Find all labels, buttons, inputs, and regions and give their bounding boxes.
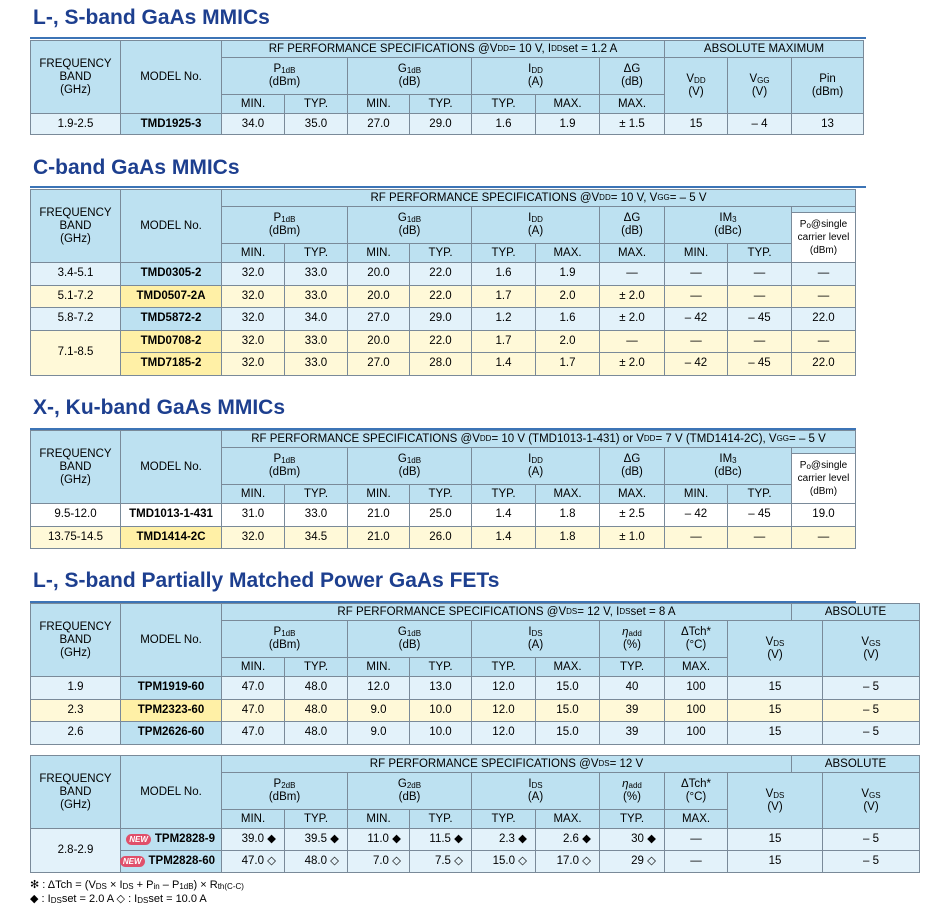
value-cell: 29.0 — [410, 114, 472, 135]
value-cell: 1.8 — [536, 527, 600, 550]
sub-header: MAX. — [536, 95, 600, 114]
value-cell: 48.0 ◇ — [285, 851, 348, 873]
value-cell: — — [665, 263, 728, 286]
col-header-g1db: $G_{1dB}$ (dB) — [348, 207, 472, 244]
col-header-delta-tch: ΔTch* (°C) — [665, 621, 728, 658]
section-title-xku-mmic: X-, Ku-band GaAs MMICs — [33, 396, 286, 419]
col-header-model: MODEL No. — [121, 755, 222, 829]
sub-header: TYP. — [410, 95, 472, 114]
col-header-idd: $I_{DD}$ (A) — [472, 207, 600, 244]
value-cell: 15.0 — [536, 677, 600, 700]
value-cell: 100 — [665, 722, 728, 745]
value-cell: 1.9 — [536, 114, 600, 135]
value-cell: — — [665, 331, 728, 354]
value-cell: 47.0 — [222, 700, 285, 723]
sub-header: MIN. — [348, 244, 410, 263]
value-cell: 1.6 — [472, 114, 536, 135]
sub-header: MIN. — [222, 485, 285, 504]
sub-header: MAX. — [600, 95, 665, 114]
value-cell: 32.0 — [222, 263, 285, 286]
value-cell: 48.0 — [285, 700, 348, 723]
sub-header: MIN. — [348, 485, 410, 504]
freq-cell: 13.75-14.5 — [30, 527, 121, 550]
value-cell: — — [665, 851, 728, 873]
sub-header: MAX. — [600, 485, 665, 504]
sub-header: MIN. — [222, 244, 285, 263]
value-cell: 32.0 — [222, 286, 285, 309]
value-cell: – 4 — [728, 114, 792, 135]
value-cell: 7.0 ◇ — [348, 851, 410, 873]
value-cell: 48.0 — [285, 722, 348, 745]
value-cell: 22.0 — [792, 308, 856, 331]
col-header-idd: $I_{DD}$ (A) — [472, 58, 600, 95]
value-cell: 21.0 — [348, 527, 410, 550]
value-cell: 1.4 — [472, 527, 536, 550]
value-cell: 34.0 — [222, 114, 285, 135]
value-cell: 15 — [728, 677, 823, 700]
sub-header: MAX. — [600, 244, 665, 263]
value-cell: 2.0 — [536, 331, 600, 354]
new-badge: NEW — [126, 834, 151, 845]
model-name: TPM2323-60 — [137, 703, 205, 716]
value-cell: 12.0 — [472, 700, 536, 723]
col-header-pout: $P_{1dB}$ (dBm) — [222, 621, 348, 658]
value-cell: 47.0 ◇ — [222, 851, 285, 873]
value-cell: 22.0 — [792, 353, 856, 376]
value-cell: 2.3 ◆ — [472, 829, 536, 851]
value-cell: 9.0 — [348, 722, 410, 745]
sub-header: TYP. — [472, 810, 536, 829]
col-header-po: $P_o@single$ carrier level (dBm) — [792, 213, 856, 263]
col-header-g1db: $G_{1dB}$ (dB) — [348, 448, 472, 485]
sub-header: MIN. — [222, 95, 285, 114]
model-cell — [121, 829, 222, 851]
value-cell: 15.0 — [536, 700, 600, 723]
value-cell: – 45 — [728, 308, 792, 331]
value-cell: 2.6 ◆ — [536, 829, 600, 851]
value-cell: — — [665, 829, 728, 851]
value-cell: 35.0 — [285, 114, 348, 135]
value-cell: 1.2 — [472, 308, 536, 331]
model-cell: TMD0305-2 — [121, 263, 222, 286]
freq-cell: 2.3 — [30, 700, 121, 723]
sub-header: TYP. — [285, 485, 348, 504]
col-header-delta-tch: ΔTch* (°C) — [665, 773, 728, 810]
value-cell: 20.0 — [348, 286, 410, 309]
sub-header: MIN. — [348, 810, 410, 829]
value-cell: — — [600, 263, 665, 286]
section-rule — [30, 37, 866, 39]
col-header-im3: $IM_3$ (dBc) — [665, 207, 792, 244]
col-header-p1db: $P_{1dB}$ (dBm) — [222, 207, 348, 244]
value-cell: 48.0 — [285, 677, 348, 700]
value-cell: 33.0 — [285, 263, 348, 286]
section-title-c-mmic: C-band GaAs MMICs — [33, 156, 240, 179]
value-cell: 1.7 — [472, 286, 536, 309]
value-cell: 27.0 — [348, 308, 410, 331]
col-header-pout: $P_{2dB}$ (dBm) — [222, 773, 348, 810]
value-cell: 34.0 — [285, 308, 348, 331]
sub-header: TYP. — [410, 244, 472, 263]
col-header-model: MODEL No. — [121, 430, 222, 504]
col-header-eta-add: $\eta_{add}$ (%) — [600, 621, 665, 658]
col-header-vgs: $V_{GS}$ (V) — [823, 773, 920, 829]
value-cell: – 5 — [823, 722, 920, 745]
rf-spec-header: RF PERFORMANCE SPECIFICATIONS @V DS = 12 V, I DS set = 8 A — [222, 603, 792, 621]
model-name: TPM2828-9 — [154, 833, 215, 845]
value-cell: 11.0 ◆ — [348, 829, 410, 851]
value-cell: 40 — [600, 677, 665, 700]
sub-header: MAX. — [665, 658, 728, 677]
value-cell: – 45 — [728, 353, 792, 376]
model-cell — [121, 851, 222, 873]
value-cell: 15 — [728, 851, 823, 873]
new-badge: NEW — [120, 856, 145, 867]
freq-cell: 1.9 — [30, 677, 121, 700]
freq-cell: 2.8-2.9 — [30, 829, 121, 873]
sub-header: TYP. — [285, 810, 348, 829]
value-cell: 15 — [728, 829, 823, 851]
sub-header: TYP. — [472, 95, 536, 114]
col-header-gain: $G_{2dB}$ (dB) — [348, 773, 472, 810]
model-cell: TMD0708-2 — [121, 331, 222, 354]
value-cell: 19.0 — [792, 504, 856, 527]
value-cell: 20.0 — [348, 263, 410, 286]
col-header-frequency: FREQUENCY BAND (GHz) — [30, 430, 121, 504]
sub-header: TYP. — [410, 810, 472, 829]
sub-header: TYP. — [472, 244, 536, 263]
col-header-ids: $I_{DS}$ (A) — [472, 621, 600, 658]
model-name: TPM2828-60 — [148, 855, 215, 867]
value-cell: 27.0 — [348, 114, 410, 135]
sub-header: MAX. — [665, 810, 728, 829]
model-cell: TMD1925-3 — [121, 114, 222, 135]
value-cell: 32.0 — [222, 353, 285, 376]
value-cell: 20.0 — [348, 331, 410, 354]
value-cell: 32.0 — [222, 308, 285, 331]
col-header-g1db: $G_{1dB}$ (dB) — [348, 58, 472, 95]
value-cell: 27.0 — [348, 353, 410, 376]
value-cell: 33.0 — [285, 286, 348, 309]
model-cell: TMD1414-2C — [121, 527, 222, 550]
value-cell: – 5 — [823, 829, 920, 851]
freq-cell: 9.5-12.0 — [30, 504, 121, 527]
rf-spec-header: RF PERFORMANCE SPECIFICATIONS @V DD = 10 V, V GG = – 5 V — [222, 189, 856, 207]
value-cell: 1.7 — [472, 331, 536, 354]
sub-header: TYP. — [728, 485, 792, 504]
value-cell: – 42 — [665, 504, 728, 527]
value-cell: 11.5 ◆ — [410, 829, 472, 851]
value-cell: 47.0 — [222, 722, 285, 745]
value-cell: ± 1.0 — [600, 527, 665, 550]
model-cell: TMD7185-2 — [121, 353, 222, 376]
value-cell: ± 1.5 — [600, 114, 665, 135]
value-cell: ± 2.0 — [600, 308, 665, 331]
col-header-model: MODEL No. — [121, 40, 222, 114]
value-cell: 32.0 — [222, 527, 285, 550]
freq-cell: 1.9-2.5 — [30, 114, 121, 135]
col-header-po: $P_o@single$ carrier level (dBm) — [792, 454, 856, 504]
value-cell: — — [728, 331, 792, 354]
value-cell: – 45 — [728, 504, 792, 527]
value-cell: 1.4 — [472, 504, 536, 527]
value-cell: 29.0 — [410, 308, 472, 331]
sub-header: TYP. — [410, 658, 472, 677]
col-header-vds: $V_{DS}$ (V) — [728, 773, 823, 829]
sub-header: TYP. — [728, 244, 792, 263]
value-cell: 31.0 — [222, 504, 285, 527]
col-header-idd: $I_{DD}$ (A) — [472, 448, 600, 485]
col-header-gain: $G_{1dB}$ (dB) — [348, 621, 472, 658]
col-header-delta-g: ΔG (dB) — [600, 207, 665, 244]
col-header-vgs: $V_{GS}$ (V) — [823, 621, 920, 677]
value-cell: 47.0 — [222, 677, 285, 700]
sub-header: MIN. — [348, 95, 410, 114]
value-cell: 39.5 ◆ — [285, 829, 348, 851]
col-header-vgg: $V_{GG}$ (V) — [728, 58, 792, 114]
abs-max-header: ABSOLUTE MAXIMUM — [665, 40, 864, 58]
value-cell: 22.0 — [410, 263, 472, 286]
value-cell: — — [665, 527, 728, 550]
value-cell: 100 — [665, 700, 728, 723]
value-cell: 39 — [600, 700, 665, 723]
value-cell: 33.0 — [285, 504, 348, 527]
rf-spec-header: RF PERFORMANCE SPECIFICATIONS @V DD = 10 V, I DD set = 1.2 A — [222, 40, 665, 58]
col-header-p1db: $P_{1dB}$ (dBm) — [222, 448, 348, 485]
sub-header: MIN. — [665, 244, 728, 263]
col-header-frequency: FREQUENCY BAND (GHz) — [30, 40, 121, 114]
value-cell: — — [665, 286, 728, 309]
freq-cell: 3.4-5.1 — [30, 263, 121, 286]
model-cell: TMD5872-2 — [121, 308, 222, 331]
value-cell: 22.0 — [410, 286, 472, 309]
sub-header: TYP. — [472, 658, 536, 677]
sub-header: MAX. — [536, 244, 600, 263]
rf-spec-header: RF PERFORMANCE SPECIFICATIONS @V DD = 10 V (TMD1013-1-431) or V DD = 7 V (TMD1414-2C), V GG = – 5 V — [222, 430, 856, 448]
value-cell: 1.8 — [536, 504, 600, 527]
value-cell: 9.0 — [348, 700, 410, 723]
value-cell: – 5 — [823, 700, 920, 723]
value-cell: 100 — [665, 677, 728, 700]
col-header-ids: $I_{DS}$ (A) — [472, 773, 600, 810]
value-cell: 15.0 — [536, 722, 600, 745]
value-cell: 1.9 — [536, 263, 600, 286]
sub-header: MAX. — [536, 810, 600, 829]
col-header-vds: $V_{DS}$ (V) — [728, 621, 823, 677]
value-cell: 33.0 — [285, 353, 348, 376]
value-cell: 17.0 ◇ — [536, 851, 600, 873]
value-cell: 21.0 — [348, 504, 410, 527]
sub-header: TYP. — [600, 810, 665, 829]
section-title-ls-mmic: L-, S-band GaAs MMICs — [33, 6, 270, 29]
po-spacer — [792, 448, 856, 454]
col-header-model: MODEL No. — [121, 603, 222, 677]
model-cell — [121, 722, 222, 745]
abs-header: ABSOLUTE — [792, 603, 920, 621]
sub-header: MAX. — [536, 658, 600, 677]
po-spacer — [792, 207, 856, 213]
model-cell — [121, 700, 222, 723]
value-cell: 1.6 — [536, 308, 600, 331]
value-cell: 13 — [792, 114, 864, 135]
section-title-ls-fet: L-, S-band Partially Matched Power GaAs FETs — [33, 569, 500, 592]
sub-header: MAX. — [536, 485, 600, 504]
value-cell: 12.0 — [472, 722, 536, 745]
value-cell: – 42 — [665, 308, 728, 331]
footnote-idsset: ◆ : $I_{DS}set = 2.0$ A ◇ : $I_{DS}set = 10.0$ A — [30, 893, 207, 905]
col-header-pin: Pin (dBm) — [792, 58, 864, 114]
col-header-eta-add: $\eta_{add}$ (%) — [600, 773, 665, 810]
value-cell: 33.0 — [285, 331, 348, 354]
value-cell: – 5 — [823, 677, 920, 700]
value-cell: 29 ◇ — [600, 851, 665, 873]
value-cell: — — [728, 263, 792, 286]
value-cell: 10.0 — [410, 722, 472, 745]
value-cell: – 42 — [665, 353, 728, 376]
value-cell: 15.0 ◇ — [472, 851, 536, 873]
sub-header: TYP. — [285, 658, 348, 677]
footnote-delta-tch: ✻ : $\Delta Tch = (V_{DS} \times I_{DS} + P_{in} - P_{1dB}) \times R_{th(C-C)}$ — [30, 879, 244, 891]
value-cell: 13.0 — [410, 677, 472, 700]
sub-header: MIN. — [222, 658, 285, 677]
model-cell: TMD1013-1-431 — [121, 504, 222, 527]
value-cell: — — [792, 527, 856, 550]
col-header-delta-g: ΔG (dB) — [600, 448, 665, 485]
value-cell: 32.0 — [222, 331, 285, 354]
freq-cell: 2.6 — [30, 722, 121, 745]
value-cell: — — [792, 286, 856, 309]
value-cell: ± 2.0 — [600, 286, 665, 309]
value-cell: 22.0 — [410, 331, 472, 354]
col-header-frequency: FREQUENCY BAND (GHz) — [30, 755, 121, 829]
value-cell: 1.4 — [472, 353, 536, 376]
sub-header: TYP. — [472, 485, 536, 504]
value-cell: 12.0 — [472, 677, 536, 700]
col-header-frequency: FREQUENCY BAND (GHz) — [30, 189, 121, 263]
col-header-delta-g: ΔG (dB) — [600, 58, 665, 95]
sub-header: MIN. — [222, 810, 285, 829]
value-cell: — — [728, 286, 792, 309]
col-header-im3: $IM_3$ (dBc) — [665, 448, 792, 485]
freq-cell: 5.1-7.2 — [30, 286, 121, 309]
value-cell: 39 — [600, 722, 665, 745]
value-cell: — — [792, 263, 856, 286]
value-cell: 2.0 — [536, 286, 600, 309]
freq-cell: 5.8-7.2 — [30, 308, 121, 331]
abs-header: ABSOLUTE — [792, 755, 920, 773]
sub-header: MIN. — [348, 658, 410, 677]
col-header-vdd: $V_{DD}$ (V) — [665, 58, 728, 114]
value-cell: ± 2.5 — [600, 504, 665, 527]
value-cell: 15 — [665, 114, 728, 135]
value-cell: 12.0 — [348, 677, 410, 700]
model-name: TPM1919-60 — [137, 681, 205, 694]
model-cell: TMD0507-2A — [121, 286, 222, 309]
value-cell: 15 — [728, 700, 823, 723]
sub-header: TYP. — [285, 244, 348, 263]
value-cell: 15 — [728, 722, 823, 745]
value-cell: 10.0 — [410, 700, 472, 723]
value-cell: 30 ◆ — [600, 829, 665, 851]
value-cell: 34.5 — [285, 527, 348, 550]
value-cell: — — [728, 527, 792, 550]
sub-header: MIN. — [665, 485, 728, 504]
section-rule — [30, 186, 866, 188]
model-name: TPM2626-60 — [137, 726, 205, 739]
sub-header: TYP. — [285, 95, 348, 114]
sub-header: TYP. — [600, 658, 665, 677]
freq-cell: 7.1-8.5 — [30, 331, 121, 376]
value-cell: 7.5 ◇ — [410, 851, 472, 873]
sub-header: TYP. — [410, 485, 472, 504]
value-cell: ± 2.0 — [600, 353, 665, 376]
value-cell: 28.0 — [410, 353, 472, 376]
model-cell — [121, 677, 222, 700]
value-cell: — — [600, 331, 665, 354]
value-cell: 1.6 — [472, 263, 536, 286]
value-cell: 1.7 — [536, 353, 600, 376]
col-header-frequency: FREQUENCY BAND (GHz) — [30, 603, 121, 677]
value-cell: 26.0 — [410, 527, 472, 550]
value-cell: 39.0 ◆ — [222, 829, 285, 851]
rf-spec-header: RF PERFORMANCE SPECIFICATIONS @V DS = 12 V — [222, 755, 792, 773]
col-header-p1db: $P_{1dB}$ (dBm) — [222, 58, 348, 95]
col-header-model: MODEL No. — [121, 189, 222, 263]
value-cell: 25.0 — [410, 504, 472, 527]
value-cell: – 5 — [823, 851, 920, 873]
value-cell: — — [792, 331, 856, 354]
